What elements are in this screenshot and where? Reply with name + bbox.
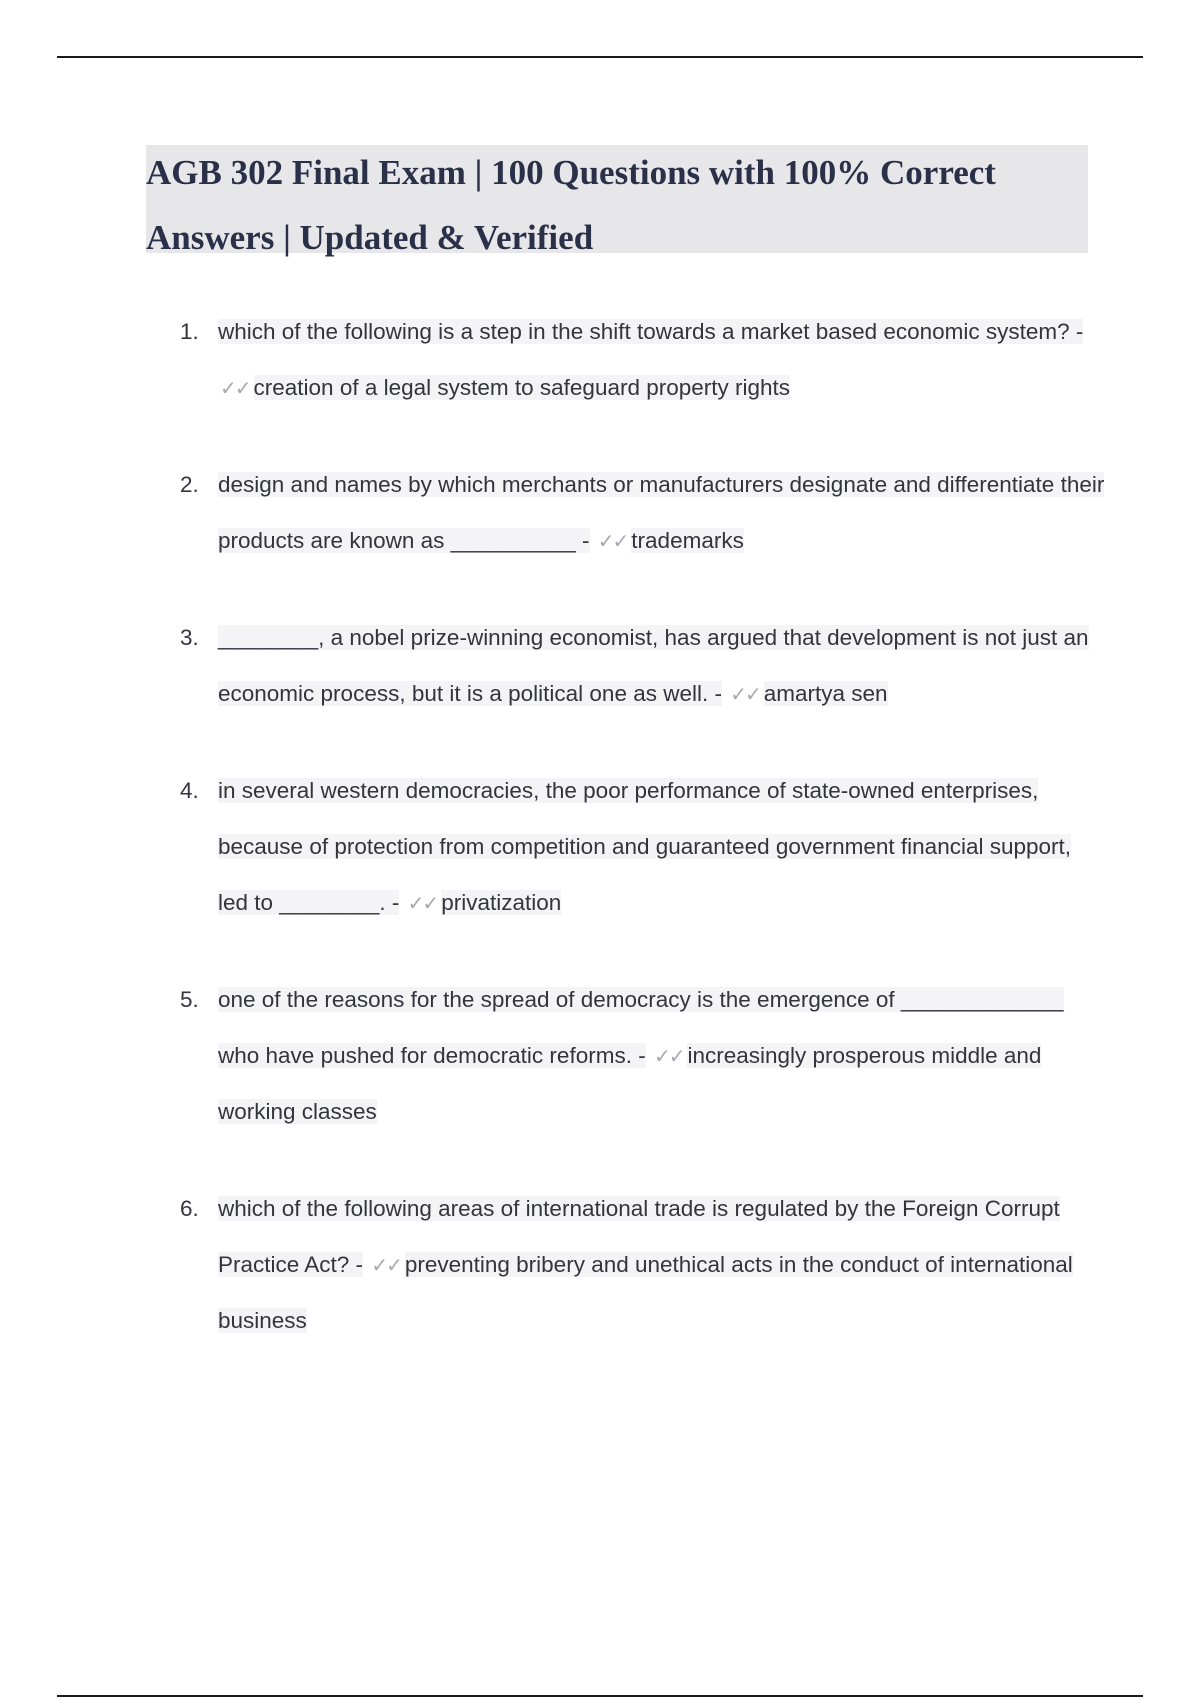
question-number: 6. [180,1196,199,1221]
question-item [146,763,1106,931]
question-number: 3. [180,625,199,650]
question-number: 4. [180,778,199,803]
top-divider [57,56,1143,58]
question-number: 1. [180,319,199,344]
answer-text: trademarks [631,528,744,553]
question-item [146,1181,1106,1349]
question-item [146,610,1106,722]
question-item [146,304,1106,416]
answer-text: preventing bribery and unethical acts in the conduct of international business [218,1252,1073,1333]
question-list [146,318,1106,1404]
question-text: ________, a nobel prize-winning economist, has argued that development is not just an economic process, but it is a political one as well. - [218,625,1089,706]
question-item [146,457,1106,569]
question-text: design and names by which merchants or manufacturers designate and differentiate their products are known as __________ - [218,472,1105,553]
question-text: in several western democracies, the poor performance of state-owned enterprises, because of protection from competition and guaranteed government financial support, led to ________. - [218,778,1072,915]
double-check-icon: ✓✓ [407,891,438,915]
question-number: 5. [180,987,199,1012]
answer-text: privatization [441,890,562,915]
question-text: which of the following is a step in the shift towards a market based economic system? - [218,319,1084,344]
bottom-divider [57,1695,1143,1697]
double-check-icon: ✓✓ [220,376,250,400]
answer-text: creation of a legal system to safeguard property rights [253,375,791,400]
question-text: one of the reasons for the spread of democracy is the emergence of _____________ who have pushed for democratic reforms. - [218,987,1064,1068]
double-check-icon: ✓✓ [597,529,628,553]
double-check-icon: ✓✓ [371,1253,401,1277]
question-number: 2. [180,472,199,497]
document-title: AGB 302 Final Exam | 100 Questions with 100% Correct Answers | Updated & Verified [146,153,996,257]
double-check-icon: ✓✓ [730,682,760,706]
question-item [146,972,1106,1140]
answer-text: amartya sen [763,681,888,706]
answer-text: increasingly prosperous middle and working classes [218,1043,1042,1124]
question-text: which of the following areas of international trade is regulated by the Foreign Corrupt Practice Act? - [218,1196,1060,1277]
double-check-icon: ✓✓ [653,1044,684,1068]
